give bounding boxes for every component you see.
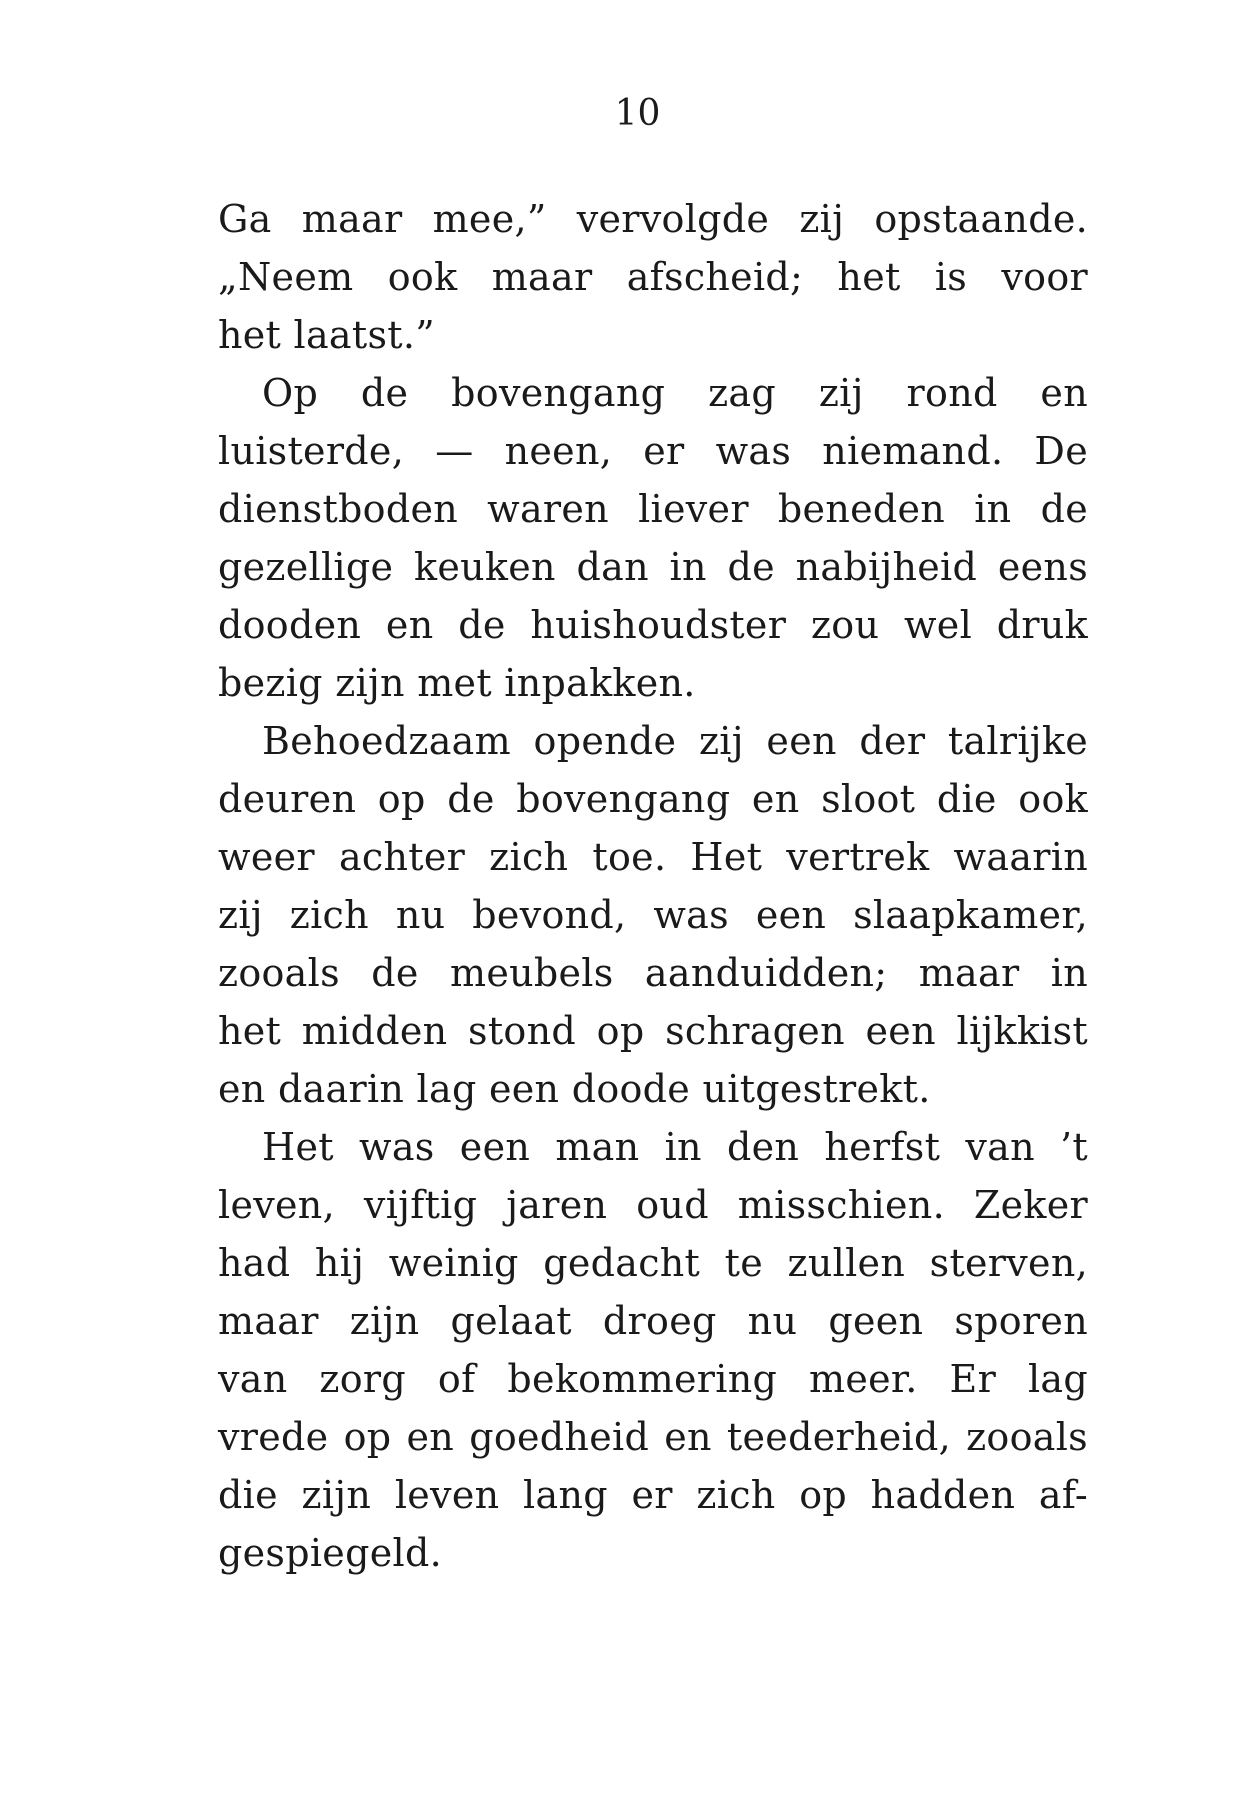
text-line: dienstboden waren liever beneden in de bbox=[218, 487, 1088, 531]
body-text bbox=[218, 190, 1088, 1582]
text-line: Ga maar mee,” vervolgde zij opstaande. bbox=[218, 197, 1088, 241]
text-line: en daarin lag een doode uitgestrekt. bbox=[218, 1067, 931, 1111]
text-line: die zijn leven lang er zich op hadden af- bbox=[218, 1473, 1088, 1517]
text-line: zij zich nu bevond, was een slaapkamer, bbox=[218, 893, 1088, 937]
text-line: van zorg of bekommering meer. Er lag bbox=[218, 1357, 1088, 1401]
text-line: het laatst.” bbox=[218, 313, 435, 357]
text-line: maar zijn gelaat droeg nu geen sporen bbox=[218, 1299, 1088, 1343]
text-line: gezellige keuken dan in de nabijheid eens bbox=[218, 545, 1088, 589]
text-line: dooden en de huishoudster zou wel druk bbox=[218, 603, 1088, 647]
text-line: had hij weinig gedacht te zullen sterven, bbox=[218, 1241, 1088, 1285]
text-line: vrede op en goedheid en teederheid, zooals bbox=[218, 1415, 1088, 1459]
text-line: leven, vijftig jaren oud misschien. Zeker bbox=[218, 1183, 1088, 1227]
text-line: luisterde, — neen, er was niemand. De bbox=[218, 429, 1088, 473]
text-line: gespiegeld. bbox=[218, 1531, 442, 1575]
text-line: zooals de meubels aanduidden; maar in bbox=[218, 951, 1088, 995]
text-line: Behoedzaam opende zij een der talrijke bbox=[262, 719, 1088, 763]
text-line: Het was een man in den herfst van ’t bbox=[262, 1125, 1088, 1169]
text-line: deuren op de bovengang en sloot die ook bbox=[218, 777, 1088, 821]
text-line: het midden stond op schragen een lijkkist bbox=[218, 1009, 1088, 1053]
text-line: Op de bovengang zag zij rond en bbox=[262, 371, 1088, 415]
text-line: weer achter zich toe. Het vertrek waarin bbox=[218, 835, 1088, 879]
page-number: 10 bbox=[614, 93, 661, 134]
text-line: „Neem ook maar afscheid; het is voor bbox=[218, 255, 1088, 299]
text-line: bezig zijn met inpakken. bbox=[218, 661, 696, 705]
